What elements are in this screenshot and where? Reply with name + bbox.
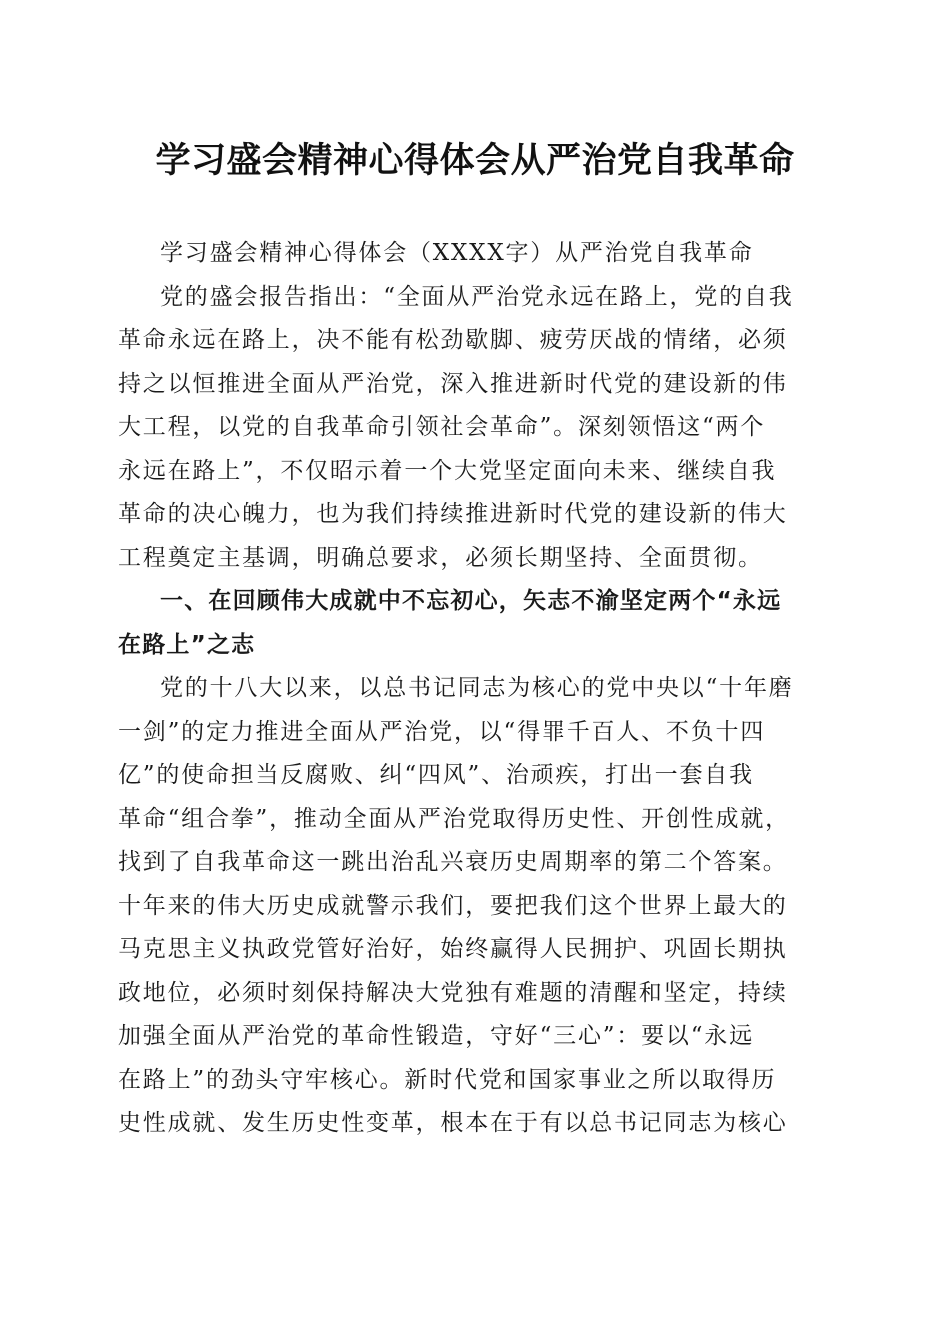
paragraph-line: 亿”的使命担当反腐败、纠“四风”、治顽疾，打出一套自我 [118,762,754,788]
paragraph-line: 革命的决心魄力，也为我们持续推进新时代党的建设新的伟大 [118,501,788,527]
paragraph-line: 史性成就、发生历史性变革，根本在于有以总书记同志为核心 [118,1110,788,1136]
paragraph-line: 一剑”的定力推进全面从严治党，以“得罪千百人、不负十四 [118,718,766,745]
paragraph-line: 工程奠定主基调，明确总要求，必须长期坚持、全面贯彻。 [118,544,763,571]
paragraph-line: 永远在路上”，不仅昭示着一个大党坚定面向未来、继续自我 [118,457,777,484]
paragraph-line: 学习盛会精神心得体会（XXXX字）从严治党自我革命 [160,240,754,266]
paragraph-line: 加强全面从严治党的革命性锻造，守好“三心”：要以“永远 [118,1023,754,1049]
paragraph-line: 十年来的伟大历史成就警示我们，要把我们这个世界上最大的 [118,892,788,919]
paragraph-line: 大工程，以党的自我革命引领社会革命”。深刻领悟这“两个 [118,414,766,440]
paragraph-line: 持之以恒推进全面从严治党，深入推进新时代党的建设新的伟 [118,370,788,397]
paragraph-line: 找到了自我革命这一跳出治乱兴衰历史周期率的第二个答案。 [118,849,788,875]
paragraph-line: 革命“组合拳”，推动全面从严治党取得历史性、开创性成就， [118,805,790,832]
page-title: 学习盛会精神心得体会从严治党自我革命 [155,140,795,181]
paragraph-line: 政地位，必须时刻保持解决大党独有难题的清醒和坚定，持续 [118,979,788,1006]
paragraph-line: 在路上”的劲头守牢核心。新时代党和国家事业之所以取得历 [118,1066,777,1093]
paragraph-line: 马克思主义执政党管好治好，始终赢得人民拥护、巩固长期执 [118,936,788,962]
paragraph-line: 党的十八大以来，以总书记同志为核心的党中央以“十年磨 [160,675,794,701]
paragraph-line: 党的盛会报告指出：“全面从严治党永远在路上，党的自我 [160,283,794,310]
section-heading-line: 在路上”之志 [118,631,256,658]
document-body [118,232,828,1146]
section-heading-line: 一、在回顾伟大成就中不忘初心，矢志不渝坚定两个“永远 [160,588,782,614]
paragraph-line: 革命永远在路上，决不能有松劲歇脚、疲劳厌战的情绪，必须 [118,327,788,353]
